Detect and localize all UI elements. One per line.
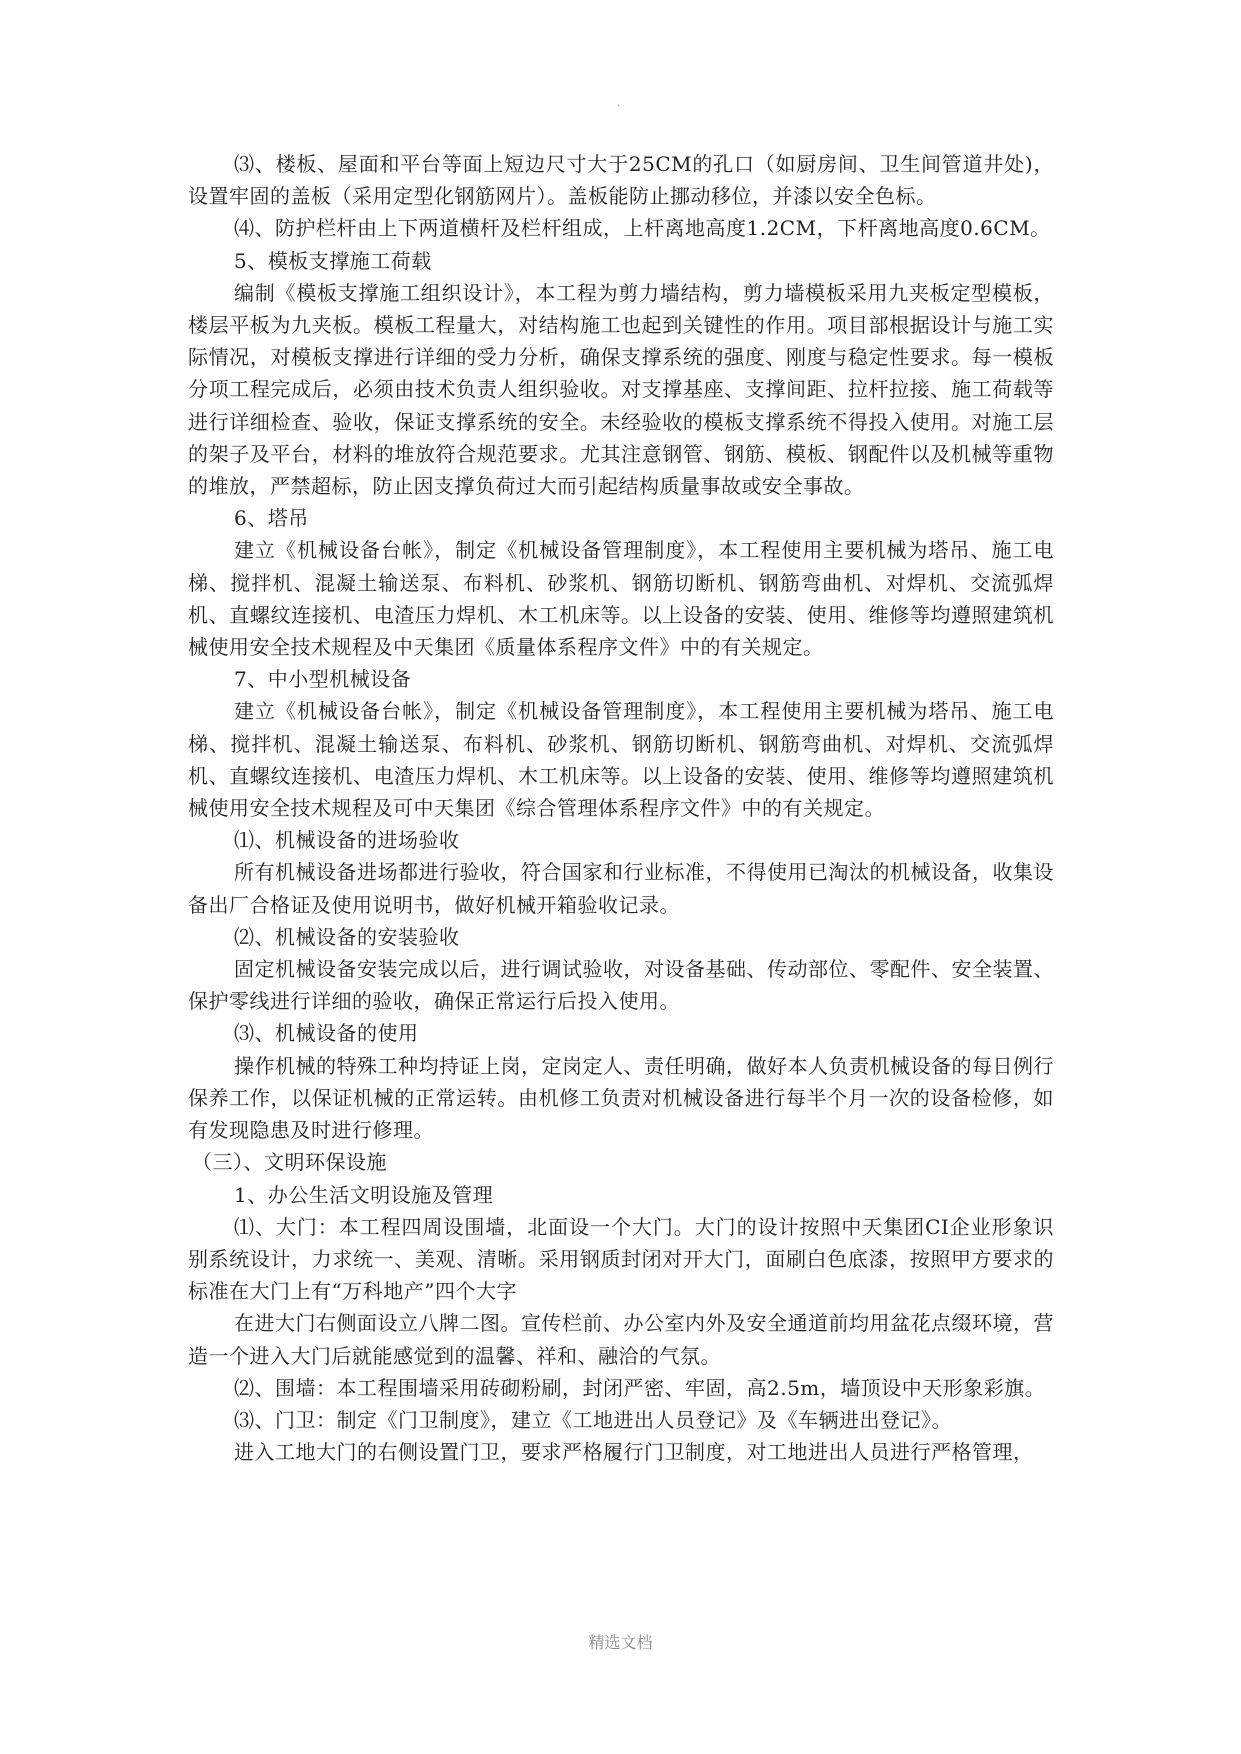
paragraph-hole-cover: ⑶、楼板、屋面和平台等面上短边尺寸大于25CM的孔口（如厨房间、卫生间管道井处)，设置牢固的盖板（采用定型化钢筋网片）。盖板能防止挪动移位，并漆以安全色标。 [188,152,1054,209]
heading-small-machinery: 7、中小型机械设备 [234,667,412,692]
header-dot: . [617,98,621,109]
paragraph-guardrail: ⑷、防护栏杆由上下两道横杆及栏杆组成，上杆离地高度1.2CM，下杆离地高度0.6CM。 [234,216,1051,241]
paragraph-gatekeeper-detail: 进入工地大门的右侧设置门卫，要求严格履行门卫制度，对工地进出人员进行严格管理， [234,1440,1034,1465]
heading-entry-acceptance: ⑴、机械设备的进场验收 [234,828,460,853]
section-heading-civilized-env: （三）、文明环保设施 [192,1150,387,1175]
heading-formwork-load: 5、模板支撑施工荷载 [234,248,432,273]
paragraph-formwork-design: 编制《模板支撑施工组织设计》，本工程为剪力墙结构，剪力墙模板采用九夹板定型模板，楼层平板为九夹板。模板工程量大，对结构施工也起到关键性的作用。项目部根据设计与施工实际情况，对模板支撑进行详细的受力分析，确保支撑系统的强度、刚度与稳定性要求。每一模板分项工程完成后，必须由技术负责人组织验收。对支撑基座、支撑间距、拉杆拉接、施工荷载等进行详细检查、验收，保证支撑系统的安全。未经验收的模板支撑系统不得投入使用。对施工层的架子及平台，材料的堆放符合规范要求。尤其注意钢管、钢筋、模板、钢配件以及机械等重物的堆放，严禁超标，防止因支撑负荷过大而引起结构质量事故或安全事故。 [188,280,1054,499]
document-body [188,148,1054,1468]
paragraph-machinery-use: 操作机械的特殊工种均持证上岗，定岗定人、责任明确，做好本人负责机械设备的每日例行保养工作，以保证机械的正常运转。由机修工负责对机械设备进行每半个月一次的设备检修，如有发现隐患及时进行修理。 [188,1053,1054,1143]
paragraph-tower-crane: 建立《机械设备台帐》，制定《机械设备管理制度》，本工程使用主要机械为塔吊、施工电梯、搅拌机、混凝土输送泵、布料机、砂浆机、钢筋切断机、钢筋弯曲机、对焊机、交流弧焊机、直螺纹连接机、电渣压力焊机、木工机床等。以上设备的安装、使用、维修等均遵照建筑机械使用安全技术规程及中天集团《质量体系程序文件》中的有关规定。 [188,538,1054,660]
paragraph-gate-environment: 在进大门右侧面设立八牌二图。宣传栏前、办公室内外及安全通道前均用盆花点缀环境，营造一个进入大门后就能感觉到的温馨、祥和、融洽的气氛。 [188,1311,1054,1368]
paragraph-entry-acceptance: 所有机械设备进场都进行验收，符合国家和行业标准，不得使用已淘汰的机械设备，收集设备出厂合格证及使用说明书，做好机械开箱验收记录。 [188,860,1054,917]
page-footer: 精选文档 [588,1633,653,1652]
heading-tower-crane: 6、塔吊 [234,506,309,531]
paragraph-enclosure-wall: ⑵、围墙：本工程围墙采用砖砌粉刷，封闭严密、牢固，高2.5m，墙顶设中天形象彩旗。 [234,1375,1046,1400]
paragraph-install-acceptance: 固定机械设备安装完成以后，进行调试验收，对设备基础、传动部位、零配件、安全装置、保护零线进行详细的验收，确保正常运行后投入使用。 [188,957,1054,1014]
heading-office-facilities: 1、办公生活文明设施及管理 [234,1182,494,1207]
paragraph-main-gate: ⑴、大门：本工程四周设围墙，北面设一个大门。大门的设计按照中天集团CI企业形象识别系统设计，力求统一、美观、清晰。采用钢质封闭对开大门，面刷白色底漆，按照甲方要求的标准在大门上有“万科地产”四个大字 [188,1214,1054,1304]
heading-install-acceptance: ⑵、机械设备的安装验收 [234,924,460,949]
paragraph-small-machinery: 建立《机械设备台帐》，制定《机械设备管理制度》，本工程使用主要机械为塔吊、施工电梯、搅拌机、混凝土输送泵、布料机、砂浆机、钢筋切断机、钢筋弯曲机、对焊机、交流弧焊机、直螺纹连接机、电渣压力焊机、木工机床等。以上设备的安装、使用、维修等均遵照建筑机械使用安全技术规程及可中天集团《综合管理体系程序文件》中的有关规定。 [188,699,1054,821]
heading-machinery-use: ⑶、机械设备的使用 [234,1021,419,1046]
paragraph-gatekeeper: ⑶、门卫：制定《门卫制度》，建立《工地进出人员登记》及《车辆进出登记》。 [234,1407,952,1432]
